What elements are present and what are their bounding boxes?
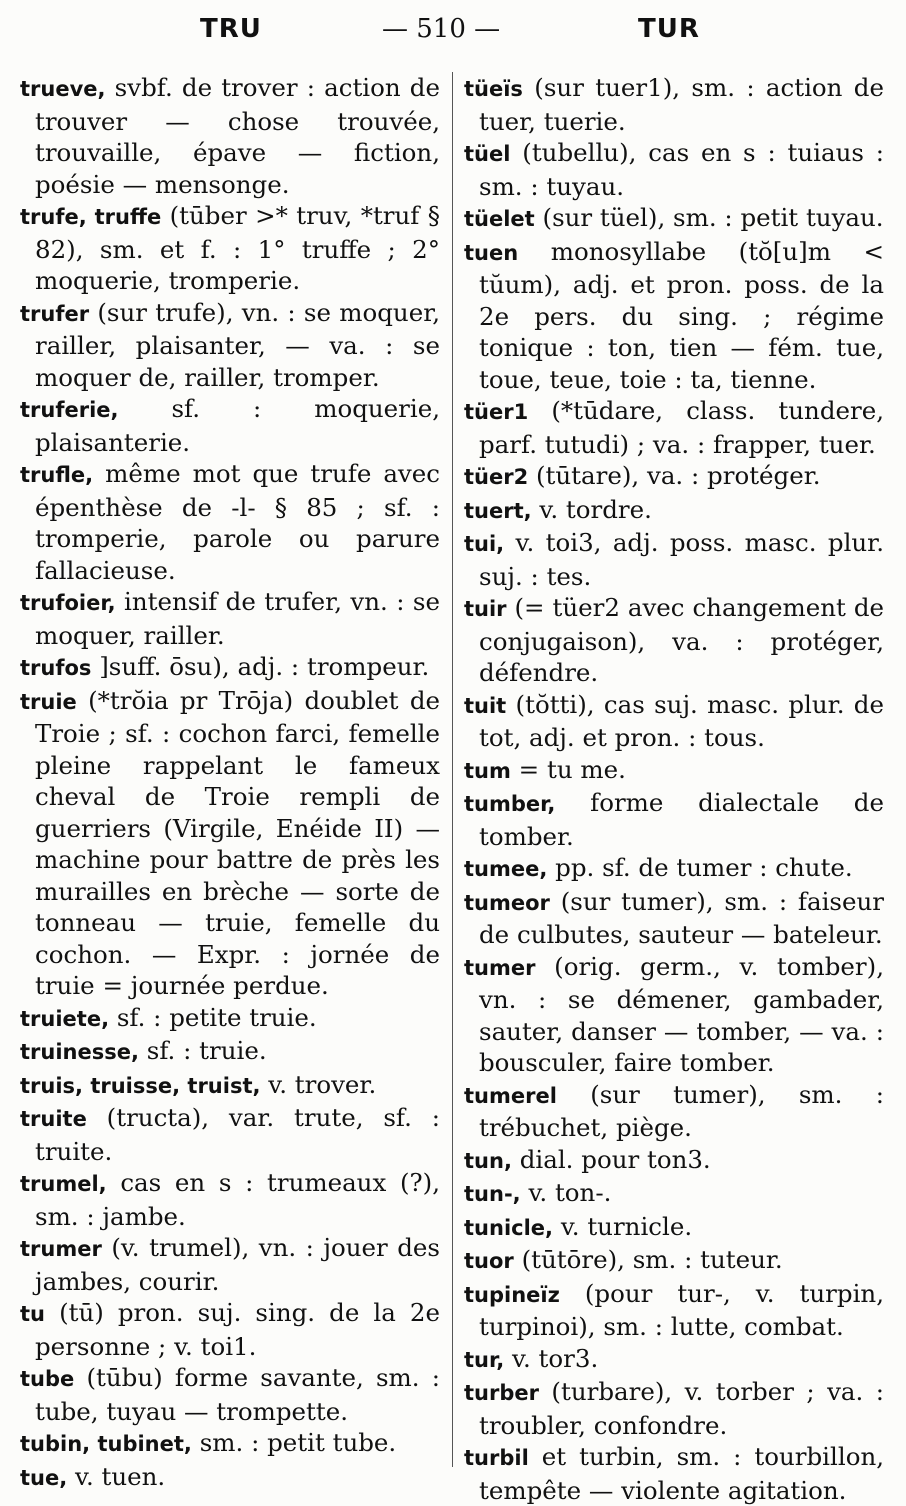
dictionary-entry [464, 494, 884, 528]
entry-definition: v. ton-. [528, 1178, 612, 1207]
entry-definition: v. turnicle. [560, 1211, 693, 1241]
dictionary-entry [464, 527, 884, 592]
entry-definition: (sur tüel), sm. : petit tuyau. [542, 203, 884, 232]
entry-headword: trufos [20, 656, 92, 680]
entry-definition: v. tordre. [539, 494, 652, 524]
entry-definition: cas en s : trumeaux (?), sm. : jambe. [35, 1168, 440, 1231]
entry-headword: trufoier, [20, 591, 116, 615]
dictionary-entry [464, 72, 884, 137]
dictionary-entry [464, 1177, 884, 1211]
entry-headword: trufle, [20, 463, 94, 487]
dictionary-entry [20, 200, 440, 297]
dictionary-entry [20, 651, 440, 685]
dictionary-entry [20, 72, 440, 200]
dictionary-entry [20, 458, 440, 586]
entry-definition: v. toi3, adj. poss. masc. plur. suj. : tes. [479, 528, 884, 591]
entry-definition: (tubellu), cas en s : tuiaus : sm. : tuyau. [479, 138, 884, 201]
entry-headword: turbil [464, 1446, 529, 1470]
dictionary-entry [464, 852, 884, 886]
entry-definition: (sur trufe), vn. : se moquer, railler, plaisanter, — va. : se moquer de, railler, tromper. [35, 297, 440, 392]
entry-definition: (tū) pron. suj. sing. de la 2e personne ; v. toi1. [35, 1298, 440, 1361]
dictionary-entry [20, 1427, 440, 1461]
entry-headword: tur, [464, 1347, 505, 1372]
dictionary-entry [464, 1244, 884, 1278]
entry-definition: (tructa), var. trute, sf. : truite. [35, 1103, 440, 1166]
entry-definition: ]suff. ōsu), adj. : trompeur. [99, 652, 430, 681]
dictionary-entry [464, 460, 884, 494]
dictionary-entry [464, 1376, 884, 1441]
dictionary-entry [464, 1211, 884, 1245]
entry-definition: même mot que trufe avec épenthèse de -l- § 85 ; sf. : tromperie, parole ou parure fallacieuse. [35, 459, 440, 585]
dictionary-entry [20, 1069, 440, 1103]
entry-headword: truinesse, [20, 1040, 139, 1064]
entry-headword: tüelet [464, 207, 535, 231]
dictionary-entry [464, 787, 884, 852]
entry-headword: trumel, [20, 1172, 107, 1196]
dictionary-entry [464, 202, 884, 236]
entry-headword: trufer [20, 301, 90, 326]
dictionary-entry [20, 586, 440, 651]
entry-definition: (tūber >* truv, *truf § 82), sm. et f. : 1° truffe ; 2° moquerie, tromperie. [35, 201, 440, 295]
entry-headword: truie [20, 689, 77, 714]
entry-definition: sf. : petite truie. [116, 1002, 317, 1032]
entry-definition: v. tor3. [512, 1343, 599, 1373]
entry-headword: tuen [464, 240, 519, 265]
dictionary-entry [464, 1343, 884, 1377]
entry-headword: tun, [464, 1148, 512, 1173]
dictionary-entry [20, 297, 440, 394]
entry-definition: (*tūdare, class. tundere, parf. tutudi) ; va. : frapper, tuer. [479, 396, 885, 459]
entry-headword: truis, truisse, truist, [20, 1073, 261, 1098]
entry-headword: tum [464, 758, 511, 783]
entry-headword: tun-, [464, 1182, 521, 1206]
entry-definition: (tūbu) forme savante, sm. : tube, tuyau — trompette. [35, 1363, 440, 1426]
left-column [20, 72, 440, 1494]
entry-headword: tui, [464, 532, 505, 556]
dictionary-entry [464, 886, 884, 951]
dictionary-entry [464, 395, 884, 460]
entry-definition: pp. sf. de tumer : chute. [555, 853, 853, 882]
right-column [464, 72, 884, 1506]
entry-headword: tüer2 [464, 465, 529, 489]
dictionary-entry [464, 236, 884, 396]
entry-definition: v. tuen. [75, 1461, 166, 1491]
entry-headword: tumeor [464, 890, 550, 915]
entry-definition: dial. pour ton3. [519, 1144, 711, 1174]
dictionary-entry [20, 1297, 440, 1362]
entry-definition: et turbin, sm. : tourbillon, tempête — violente agitation. [479, 1442, 885, 1505]
entry-headword: truite [20, 1107, 87, 1131]
entry-definition: sf. : truie. [146, 1036, 267, 1065]
entry-headword: tumee, [464, 857, 548, 881]
entry-definition: (= tüer2 avec changement de conjugaison), va. : protéger, défendre. [479, 593, 884, 687]
entry-headword: tube [20, 1367, 75, 1391]
entry-headword: tuert, [464, 498, 532, 523]
page-header [0, 14, 906, 54]
entry-headword: tupineïz [464, 1282, 560, 1307]
entry-definition: (v. trumel), vn. : jouer des jambes, courir. [35, 1233, 440, 1296]
dictionary-entry [20, 393, 440, 458]
dictionary-entry [464, 1441, 884, 1506]
entry-definition: v. trover. [268, 1069, 377, 1099]
entry-headword: tunicle, [464, 1215, 554, 1240]
entry-definition: (orig. germ., v. tomber), vn. : se démener, gambader, sauter, danser — tomber, — va. : bousculer, faire tomber. [479, 951, 884, 1077]
entry-definition: (sur tuer1), sm. : action de tuer, tuerie. [479, 73, 884, 136]
dictionary-entry [20, 1167, 440, 1232]
entry-headword: tue, [20, 1465, 68, 1490]
entry-headword: tuir [464, 597, 507, 621]
dictionary-entry [20, 1002, 440, 1036]
entry-definition: forme dialectale de tomber. [479, 788, 884, 851]
entry-definition: svbf. de trover : action de trouver — chose trouvée, trouvaille, épave — fiction, poésie — mensonge. [35, 73, 440, 199]
entry-headword: tüer1 [464, 400, 529, 424]
entry-definition: (sur tumer), sm. : trébuchet, piège. [479, 1079, 884, 1142]
dictionary-entry [464, 1278, 884, 1343]
entry-definition: intensif de trufer, vn. : se moquer, railler. [35, 587, 440, 650]
entry-definition: (tūtare), va. : protéger. [536, 461, 821, 490]
entry-definition: = tu me. [518, 754, 626, 784]
dictionary-entry [20, 1362, 440, 1427]
entry-headword: tuor [464, 1249, 514, 1273]
dictionary-entry [20, 685, 440, 1002]
dictionary-entry [464, 689, 884, 754]
entry-headword: tumber, [464, 792, 556, 816]
entry-definition: (sur tumer), sm. : faiseur de culbutes, sauteur — bateleur. [479, 886, 884, 949]
dictionary-entry [20, 1102, 440, 1167]
entry-definition: sf. : moquerie, plaisanterie. [35, 394, 440, 457]
entry-headword: tumerel [464, 1083, 557, 1108]
entry-definition: (tūtōre), sm. : tuteur. [521, 1245, 783, 1274]
entry-definition: (pour tur-, v. turpin, turpinoi), sm. : lutte, combat. [479, 1278, 884, 1341]
entry-headword: trueve, [20, 77, 106, 101]
entry-headword: tu [20, 1302, 45, 1326]
entry-definition: (*trŏia pr Trōja) doublet de Troie ; sf. : cochon farci, femelle pleine rappelant le fameux cheval de Troie rempli de guerriers (Virgile, Enéide II) — machine pour battre de près les murailles en brèche — sorte de tonneau — truie, femelle du cochon. — Expr. : jornée de truie = journée perdue. [35, 685, 440, 1000]
entry-headword: tumer [464, 955, 536, 980]
entry-definition: (tŏtti), cas suj. masc. plur. de tot, adj. et pron. : tous. [479, 689, 884, 752]
dictionary-entry [464, 951, 884, 1079]
dictionary-entry [20, 1232, 440, 1297]
left-guide-word: TRU [200, 14, 262, 44]
entry-headword: trufe, truffe [20, 205, 162, 229]
dictionary-entry [464, 754, 884, 788]
dictionary-entry [20, 1461, 440, 1495]
entry-definition: (turbare), v. torber ; va. : troubler, confondre. [479, 1377, 884, 1440]
entry-headword: truiete, [20, 1006, 110, 1031]
dictionary-entry [464, 1079, 884, 1144]
entry-definition: sm. : petit tube. [199, 1428, 397, 1457]
dictionary-entry [464, 137, 884, 202]
dictionary-entry [20, 1035, 440, 1069]
dictionary-entry [464, 592, 884, 689]
entry-headword: tuit [464, 693, 507, 718]
entry-headword: truferie, [20, 398, 119, 422]
entry-headword: trumer [20, 1237, 102, 1261]
entry-definition: monosyllabe (tŏ[u]m < tŭum), adj. et pron. poss. de la 2e pers. du sing. ; régime tonique : ton, tien — fém. tue, toue, teue, toie : ta, tienne. [479, 236, 884, 394]
entry-headword: turber [464, 1381, 539, 1405]
right-guide-word: TUR [638, 14, 700, 44]
dictionary-entry [464, 1144, 884, 1178]
entry-headword: tubin, tubinet, [20, 1432, 192, 1456]
column-divider [452, 72, 453, 1467]
page-number: — 510 — [382, 14, 501, 44]
entry-headword: tüeïs [464, 77, 523, 101]
entry-headword: tüel [464, 142, 511, 166]
